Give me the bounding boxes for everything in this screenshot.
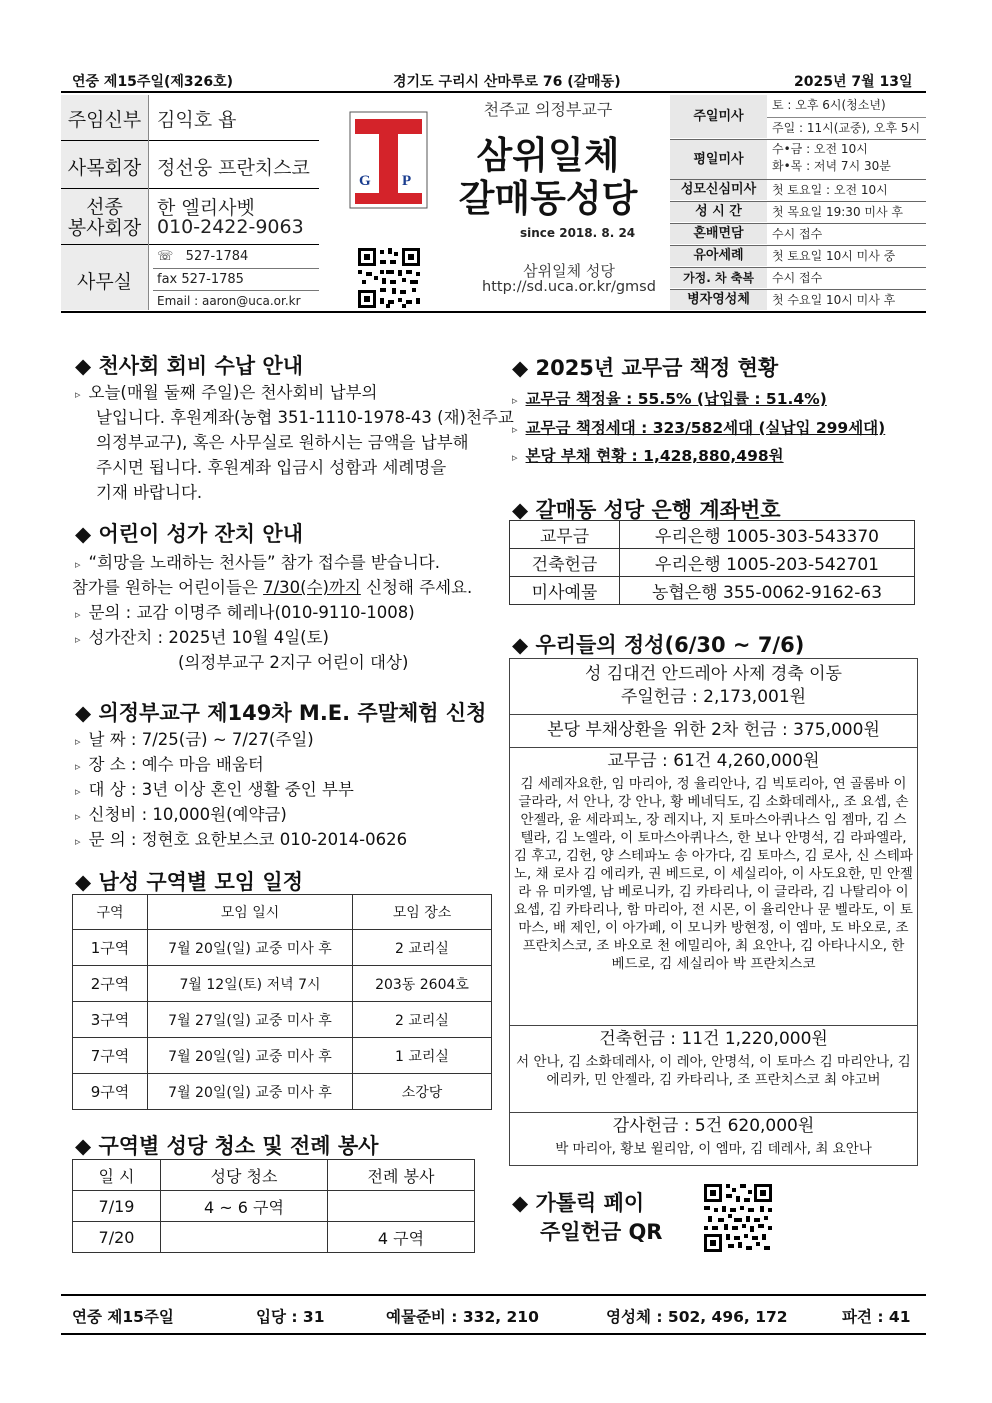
triangle-icon: ▹ [75, 785, 81, 798]
triangle-icon: ▹ [512, 423, 518, 436]
schedule-label: 병자영성체 [670, 290, 767, 310]
footer-offering-hymn: 예물준비 : 332, 210 [386, 1308, 539, 1326]
table-header: 모임 장소 [353, 895, 492, 930]
table-header: 구역 [73, 895, 148, 930]
offerings-box [509, 658, 918, 1166]
section-title: 주일헌금 QR [540, 1220, 663, 1244]
service-leader-name: 한 엘리사벳 [157, 197, 255, 219]
diamond-icon: ◆ [75, 870, 92, 894]
table-row: 7구역 7월 20일(일) 교중 미사 후 1 교리실 [73, 1038, 492, 1074]
triangle-icon: ▹ [512, 451, 518, 464]
logo-letter-g: G [359, 173, 371, 189]
office-email: Email : aaron@uca.or.kr [157, 294, 301, 308]
parish-name-2: 갈매동성당 [458, 177, 638, 220]
deadline-date: 7/30(수)까지 [263, 578, 361, 597]
table-row: 건축헌금 우리은행 1005-203-542701 [510, 549, 915, 577]
council-name: 정선웅 프란치스코 [157, 157, 310, 179]
text-line: ▹ 교무금 책정세대 : 323/582세대 (실납입 299세대) [512, 419, 886, 437]
schedule-label: 혼배면담 [670, 224, 767, 244]
text-line: 날입니다. 후원계좌(농협 351-1110-1978-43 (재)천주교 [96, 408, 514, 427]
diamond-icon: ◆ [75, 1134, 92, 1158]
table-header-row [73, 895, 492, 930]
diamond-icon: ◆ [75, 522, 92, 546]
diamond-icon: ◆ [75, 354, 92, 378]
logo-letter-p: P [402, 173, 412, 189]
bank-table [509, 520, 915, 605]
schedule-label: 평일미사 [670, 140, 767, 179]
triangle-icon: ▹ [75, 388, 81, 401]
schedule-value: 첫 토요일 10시 미사 중 [772, 249, 896, 263]
diamond-icon: ◆ [512, 498, 529, 522]
text-line: 주시면 됩니다. 후원계좌 입금시 성함과 세례명을 [96, 458, 447, 477]
office-tel: ☏ 527-1784 [157, 249, 249, 264]
website-name: 삼위일체 성당 [523, 262, 615, 280]
catholic-pay-qr-code[interactable] [704, 1184, 772, 1252]
meetings-table [72, 894, 492, 1110]
office-label: 사무실 [76, 271, 133, 293]
text-line: ▹ 장 소 : 예수 마음 배움터 [75, 755, 264, 774]
table-header: 모임 일시 [148, 895, 353, 930]
text-line: ▹ 날 짜 : 7/25(금) ~ 7/27(주일) [75, 730, 314, 749]
section-title: ◆ 우리들의 정성(6/30 ~ 7/6) [512, 633, 805, 657]
table-header-row [73, 1160, 475, 1191]
footer-communion-hymn: 영성체 : 502, 496, 172 [606, 1308, 788, 1326]
diamond-icon: ◆ [75, 701, 92, 725]
text-line: ▹ “희망을 노래하는 천사들” 참가 접수를 받습니다. [75, 553, 440, 572]
diamond-icon: ◆ [512, 356, 529, 380]
section-title: ◆ 구역별 성당 청소 및 전례 봉사 [75, 1134, 379, 1158]
text-line: ▹ 성가잔치 : 2025년 10월 4일(토) [75, 628, 329, 647]
table-row: 3구역 7월 27일(일) 교중 미사 후 2 교리실 [73, 1002, 492, 1038]
schedule-label: 유아세례 [670, 246, 767, 266]
text-line: 의정부교구), 혹은 사무실로 원하시는 금액을 납부해 [96, 433, 469, 452]
thanks-offering: 감사헌금 : 5건 620,000원 박 마리아, 황보 윌리암, 이 엠마, 김 데레사, 최 요안나 [555, 1116, 872, 1157]
section-title: ◆ 2025년 교무금 책정 현황 [512, 356, 779, 380]
triangle-icon: ▹ [75, 835, 81, 848]
church-address: 경기도 구리시 산마루로 76 (갈매동) [393, 74, 621, 90]
table-row: 미사예물 농협은행 355-0062-9162-63 [510, 577, 915, 605]
triangle-icon: ▹ [75, 760, 81, 773]
text-line: ▹ 문의 : 교감 이명주 헤레나(010-9110-1008) [75, 603, 415, 622]
section-title: ◆ 천사회 회비 수납 안내 [75, 354, 303, 378]
diocese-name: 천주교 의정부교구 [483, 100, 613, 119]
schedule-value: 화•목 : 저녁 7시 30분 [772, 159, 891, 173]
schedule-label: 가정. 차 축복 [670, 268, 767, 288]
table-header: 일 시 [73, 1160, 161, 1191]
text-line: ▹ 오늘(매월 둘째 주일)은 천사회비 납부의 [75, 383, 378, 402]
text-line: ▹ 교무금 책정율 : 55.5% (납입률 : 51.4%) [512, 390, 827, 408]
table-header: 전례 봉사 [328, 1160, 475, 1191]
schedule-value: 첫 수요일 10시 미사 후 [772, 293, 896, 307]
triangle-icon: ▹ [75, 735, 81, 748]
section-title: ◆ 가톨릭 페이 [512, 1191, 645, 1215]
section-title: ◆ 남성 구역별 모임 일정 [75, 870, 303, 894]
schedule-value: 첫 토요일 : 오전 10시 [772, 183, 888, 197]
service-table [72, 1159, 475, 1253]
section-title: ◆ 의정부교구 제149차 M.E. 주말체험 신청 [75, 701, 487, 725]
text-line: ▹ 대 상 : 3년 이상 혼인 생활 중인 부부 [75, 780, 354, 799]
council-label: 사목회장 [67, 157, 142, 179]
footer-week: 연중 제15주일 [72, 1308, 174, 1326]
debt-offering: 본당 부채상환을 위한 2차 헌금 : 375,000원 [510, 715, 917, 748]
parish-name-1: 삼위일체 [476, 134, 620, 177]
building-offering: 건축헌금 : 11건 1,220,000원 서 안나, 김 소화데레사, 이 레아, 안명석, 이 토마스 김 마리안나, 김 에리카, 민 안젤라, 김 카타리나, 조 프란치스코 최 야고버 [510, 1026, 917, 1113]
schedule-label: 성 시 간 [670, 202, 767, 222]
schedule-value: 첫 목요일 19:30 미사 후 [772, 205, 903, 219]
table-row: 1구역 7월 20일(일) 교중 미사 후 2 교리실 [73, 930, 492, 966]
schedule-value: 주일 : 11시(교중), 오후 5시 [772, 121, 921, 135]
table-row: 7/19 4 ~ 6 구역 [73, 1191, 475, 1222]
founded-date: since 2018. 8. 24 [520, 226, 636, 240]
text-line: 기재 바랍니다. [96, 483, 203, 502]
text-line: ▹ 본당 부채 현황 : 1,428,880,498원 [512, 447, 784, 465]
service-leader-phone: 010-2422-9063 [157, 216, 304, 238]
website-qr-code [358, 248, 420, 308]
schedule-label: 성모신심미사 [670, 180, 767, 200]
service-label: 선종 봉사회장 [67, 196, 142, 239]
section-title: ◆ 어린이 성가 잔치 안내 [75, 522, 303, 546]
triangle-icon: ▹ [75, 608, 81, 621]
sunday-offering: 성 김대건 안드레아 사제 경축 이동 주일헌금 : 2,173,001원 [510, 659, 917, 715]
triangle-icon: ▹ [75, 558, 81, 571]
schedule-value: 수시 접수 [772, 271, 823, 285]
diamond-icon: ◆ [512, 1191, 529, 1215]
table-row: 7/20 4 구역 [73, 1222, 475, 1253]
text-line: ▹ 신청비 : 10,000원(예약금) [75, 805, 287, 824]
office-fax: fax 527-1785 [157, 272, 244, 287]
text-line: (의정부교구 2지구 어린이 대상) [178, 653, 409, 672]
pastor-label: 주임신부 [67, 109, 142, 131]
footer-dismissal-hymn: 파견 : 41 [842, 1308, 911, 1326]
triangle-icon: ▹ [75, 810, 81, 823]
diamond-icon: ◆ [512, 633, 529, 657]
footer-entry-hymn: 입당 : 31 [256, 1308, 325, 1326]
text-line: ▹ 문 의 : 정현호 요한보스코 010-2014-0626 [75, 830, 408, 849]
triangle-icon: ▹ [512, 394, 518, 407]
pastor-name: 김익호 욥 [157, 109, 237, 131]
text-line: 참가를 원하는 어린이들은 7/30(수)까지 신청해 주세요. [72, 578, 473, 597]
table-row: 교무금 우리은행 1005-303-543370 [510, 521, 915, 549]
website-url[interactable]: http://sd.uca.or.kr/gmsd [482, 279, 656, 295]
section-title: ◆ 갈매동 성당 은행 계좌번호 [512, 498, 781, 522]
church-logo [349, 111, 428, 209]
triangle-icon: ▹ [75, 633, 81, 646]
phone-icon: ☏ [157, 249, 174, 264]
table-header: 성당 청소 [161, 1160, 328, 1191]
issue-number: 연중 제15주일(제326호) [72, 74, 234, 90]
table-row: 2구역 7월 12일(토) 저녁 7시 203동 2604호 [73, 966, 492, 1002]
schedule-value: 수•금 : 오전 10시 [772, 142, 868, 156]
schedule-value: 토 : 오후 6시(청소년) [772, 98, 886, 112]
tithe-offering: 교무금 : 61건 4,260,000원 김 세레자요한, 임 마리아, 정 율리안나, 김 빅토리아, 연 골롬바 이 글라라, 서 안나, 강 안나, 황 베네딕도, 김 소화데레사,, 조 요셉, 손 안젤라, 윤 세라피노, 장 레지나, 지 토마스아퀴나스 임 젬마, 김 스텔라, 김 노엘라, 이 토마스아퀴나스, 한 보나 안명석, 김 라파엘라, 김 후고, 김헌, 양 스테파노 송 아가다, 김 토마스, 김 로사, 신 스테파노, 채 로사 김 에리카, 권 베드로, 이 세실리아, 이 사도요한, 민 안젤라 유 미카엘, 남 베로니카, 김 카타리나, 이 글라라, 김 나탈리아 이 요셉, 김 카타리나, 함 마리아, 전 시몬, 이 율리안나 문 벨라도, 이 토마스, 배 제인, 이 아가페, 이 모니카 방현정, 이 엠마, 도 바오로, 조 프란치스코, 조 바오로 천 에밀리아, 최 요안나, 김 아타나시오, 한 베드로, 김 세실리아 박 프란치스코 [510, 748, 917, 1026]
issue-date: 2025년 7월 13일 [794, 74, 913, 90]
schedule-value: 수시 접수 [772, 227, 823, 241]
schedule-label: 주일미사 [670, 95, 767, 138]
table-row: 9구역 7월 20일(일) 교중 미사 후 소강당 [73, 1074, 492, 1110]
